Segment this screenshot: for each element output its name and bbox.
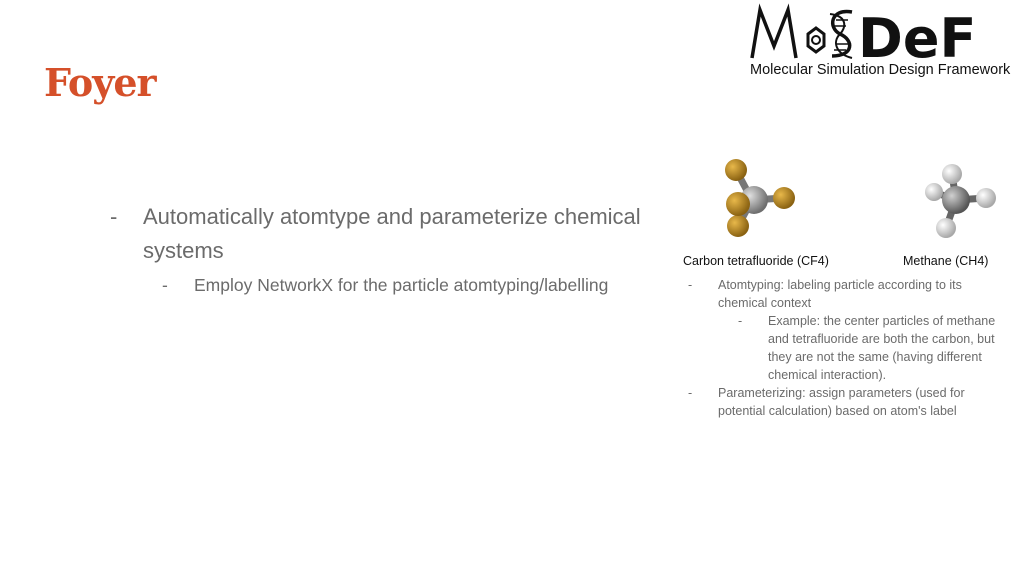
side-note-item	[688, 384, 1008, 420]
logo-def-text: DeF	[858, 7, 977, 70]
bullet-dash: -	[688, 386, 693, 400]
side-note-list	[688, 276, 1008, 420]
bullet-item	[110, 200, 670, 268]
bullet-dash: -	[162, 275, 168, 295]
ch4-caption: Methane (CH4)	[903, 254, 989, 268]
slide-title: Foyer	[44, 60, 156, 105]
side-sub-note-text: Example: the center particles of methane and tetrafluoride are both the carbon, but they are not the same (having different chemical interaction).	[768, 314, 996, 382]
side-note-text: Parameterizing: assign parameters (used for potential calculation) based on atom's label	[718, 386, 965, 418]
side-sub-note-item	[688, 312, 1008, 384]
bullet-dash: -	[688, 278, 693, 292]
main-bullet-list	[110, 200, 670, 300]
hexagon-dna-logo-icon	[752, 10, 852, 58]
side-note-text: Atomtyping: labeling particle according to its chemical context	[718, 278, 962, 310]
side-note-item	[688, 276, 1008, 312]
logo-subtitle: Molecular Simulation Design Framework	[750, 62, 1011, 78]
sub-bullet-item	[110, 270, 670, 300]
bullet-dash: -	[738, 314, 743, 328]
sub-bullet-text: Employ NetworkX for the particle atomtyping/labelling	[194, 275, 609, 295]
cf4-caption: Carbon tetrafluoride (CF4)	[683, 254, 829, 268]
bullet-dash: -	[110, 204, 118, 229]
ch4-molecule-icon	[920, 158, 1006, 244]
cf4-molecule-icon	[712, 152, 804, 244]
bullet-text: Automatically atomtype and parameterize chemical systems	[143, 204, 641, 263]
